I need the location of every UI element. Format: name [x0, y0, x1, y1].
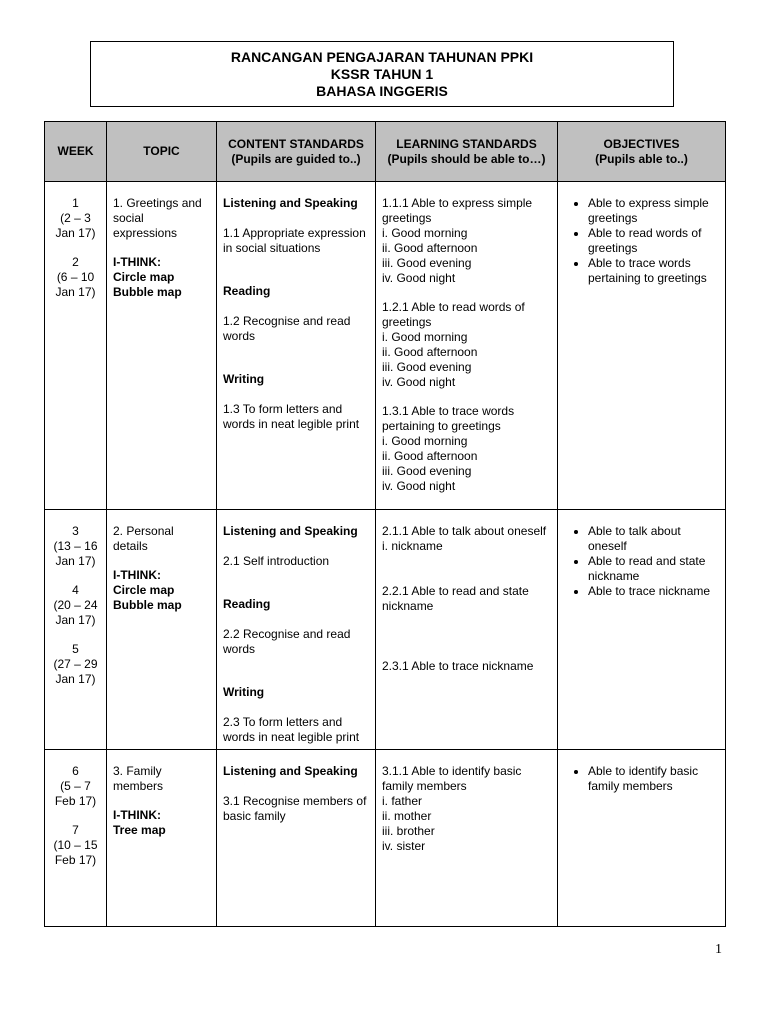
objective-item: • Able to read and state nickname: [588, 554, 719, 584]
header-content-sublabel: (Pupils are guided to..): [231, 151, 361, 166]
ithink-label: I-THINK:: [113, 808, 161, 822]
learning-standard-title: 1.1.1 Able to express simple greetings: [382, 196, 533, 225]
document-title-box: [90, 41, 674, 107]
title-line-1: RANCANGAN PENGAJARAN TAHUNAN PPKI: [230, 49, 534, 65]
content-standard-text: 1.1 Appropriate expression in social situations: [223, 226, 366, 255]
content-standards-cell: [217, 510, 376, 750]
week-number: 4: [72, 583, 79, 597]
topic-cell: [107, 750, 217, 927]
header-content-label: CONTENT STANDARDS: [228, 136, 364, 151]
week-number: 3: [72, 524, 79, 538]
title-line-2: KSSR TAHUN 1: [330, 66, 434, 82]
content-standard-text: 3.1 Recognise members of basic family: [223, 794, 367, 823]
objective-item: • Able to trace nickname: [588, 584, 719, 599]
learning-standard-item: iv. Good night: [382, 375, 456, 389]
week-entry: [47, 583, 104, 628]
learning-standard-block: [382, 584, 551, 614]
week-number: 7: [72, 823, 79, 837]
objectives-cell: [558, 750, 726, 927]
objective-item: • Able to express simple greetings: [588, 196, 719, 226]
content-standard-text: 2.3 To form letters and words in neat legible print: [223, 715, 360, 744]
objectives-list: [564, 764, 719, 794]
week-number: 5: [72, 642, 79, 656]
objectives-cell: [558, 182, 726, 510]
learning-standard-block: [382, 404, 551, 494]
week-cell: [45, 750, 107, 927]
content-skill-heading: Listening and Speaking: [223, 524, 358, 538]
objectives-list: [564, 196, 719, 286]
learning-standard-item: iii. Good evening: [382, 256, 472, 270]
week-dates: (13 – 16: [53, 539, 98, 553]
learning-standard-block: [382, 764, 551, 854]
table-row: [45, 182, 726, 510]
learning-standards-cell: [376, 750, 558, 927]
learning-standard-item: ii. Good afternoon: [382, 345, 478, 359]
ithink-label: I-THINK:: [113, 255, 161, 269]
ithink-map: Tree map: [113, 823, 166, 837]
week-entry: [47, 255, 104, 300]
header-objectives-sublabel: (Pupils able to..): [595, 151, 688, 166]
objective-item: • Able to identify basic family members: [588, 764, 719, 794]
objective-item: • Able to talk about oneself: [588, 524, 719, 554]
week-cell: [45, 510, 107, 750]
learning-standard-title: 2.1.1 Able to talk about oneself: [382, 524, 547, 538]
objectives-cell: [558, 510, 726, 750]
topic-cell: [107, 510, 217, 750]
learning-standard-title: 2.2.1 Able to read and state nickname: [382, 584, 529, 613]
content-standards-cell: [217, 182, 376, 510]
topic-title: 3. Family members: [113, 764, 164, 793]
learning-standard-block: [382, 524, 551, 554]
ithink-label: I-THINK:: [113, 568, 161, 582]
content-standard-text: 2.2 Recognise and read words: [223, 627, 351, 656]
content-standards-cell: [217, 750, 376, 927]
learning-standard-item: ii. Good afternoon: [382, 241, 478, 255]
header-learning-standards: [376, 122, 558, 182]
learning-standard-item: iv. Good night: [382, 479, 456, 493]
week-number: 6: [72, 764, 79, 778]
learning-standard-item: ii. Good afternoon: [382, 449, 478, 463]
content-skill-heading: Listening and Speaking: [223, 196, 358, 210]
week-dates: Feb 17): [54, 853, 97, 867]
content-standard-text: 2.1 Self introduction: [223, 554, 330, 568]
topic-title: 2. Personal details: [113, 524, 174, 553]
week-dates: (10 – 15: [53, 838, 98, 852]
header-content-standards: [217, 122, 376, 182]
learning-standard-item: ii. mother: [382, 809, 432, 823]
learning-standard-title: 3.1.1 Able to identify basic family members: [382, 764, 522, 793]
learning-standard-item: iv. sister: [382, 839, 426, 853]
week-cell: [45, 182, 107, 510]
week-dates: Jan 17): [55, 613, 96, 627]
content-skill-heading: Listening and Speaking: [223, 764, 358, 778]
week-dates: Jan 17): [55, 285, 96, 299]
ithink-map: Bubble map: [113, 598, 182, 612]
week-entry: [47, 196, 104, 241]
content-skill-heading: Reading: [223, 597, 271, 611]
week-dates: Jan 17): [55, 554, 96, 568]
week-number: 2: [72, 255, 79, 269]
ithink-map: Circle map: [113, 270, 175, 284]
learning-standard-block: [382, 659, 551, 674]
week-dates: (2 – 3: [60, 211, 91, 225]
learning-standard-title: 1.2.1 Able to read words of greetings: [382, 300, 525, 329]
ithink-map: Bubble map: [113, 285, 182, 299]
week-entry: [47, 642, 104, 687]
table-header-row: [45, 122, 726, 182]
week-dates: (5 – 7: [60, 779, 91, 793]
week-entry: [47, 823, 104, 868]
learning-standards-cell: [376, 182, 558, 510]
objective-item: • Able to trace words pertaining to greetings: [588, 256, 719, 286]
learning-standard-item: i. father: [382, 794, 423, 808]
header-objectives-label: OBJECTIVES: [603, 136, 680, 151]
content-skill-heading: Reading: [223, 284, 271, 298]
learning-standard-item: iii. brother: [382, 824, 435, 838]
content-standard-text: 1.3 To form letters and words in neat legible print: [223, 402, 360, 431]
table-row: [45, 510, 726, 750]
content-skill-heading: Writing: [223, 685, 265, 699]
title-line-3: BAHASA INGGERIS: [316, 83, 448, 99]
learning-standard-block: [382, 196, 551, 286]
week-number: 1: [72, 196, 79, 210]
week-dates: Feb 17): [54, 794, 97, 808]
table-row: [45, 750, 726, 927]
header-topic: [107, 122, 217, 182]
learning-standard-item: iii. Good evening: [382, 360, 472, 374]
learning-standard-item: i. Good morning: [382, 330, 468, 344]
week-dates: (6 – 10: [56, 270, 95, 284]
learning-standard-item: i. Good morning: [382, 434, 468, 448]
header-learning-label: LEARNING STANDARDS: [396, 136, 537, 151]
learning-standards-cell: [376, 510, 558, 750]
week-entry: [47, 764, 104, 809]
content-skill-heading: Writing: [223, 372, 265, 386]
week-dates: (27 – 29: [53, 657, 98, 671]
week-entry: [47, 524, 104, 569]
header-objectives: [558, 122, 726, 182]
week-dates: Jan 17): [55, 226, 96, 240]
header-learning-sublabel: (Pupils should be able to…): [387, 151, 546, 166]
week-dates: (20 – 24: [53, 598, 98, 612]
learning-standard-title: 1.3.1 Able to trace words pertaining to greetings: [382, 404, 515, 433]
topic-title: 1. Greetings and social expressions: [113, 196, 202, 240]
yearly-plan-table: [44, 121, 726, 927]
ithink-map: Circle map: [113, 583, 175, 597]
content-standard-text: 1.2 Recognise and read words: [223, 314, 351, 343]
learning-standard-item: iii. Good evening: [382, 464, 472, 478]
learning-standard-item: i. nickname: [382, 539, 443, 553]
objectives-list: [564, 524, 719, 599]
header-week-label: WEEK: [57, 144, 94, 158]
header-topic-label: TOPIC: [143, 144, 180, 158]
page-number: 1: [715, 942, 722, 957]
topic-cell: [107, 182, 217, 510]
learning-standard-item: i. Good morning: [382, 226, 468, 240]
learning-standard-block: [382, 300, 551, 390]
learning-standard-title: 2.3.1 Able to trace nickname: [382, 659, 534, 673]
header-week: [45, 122, 107, 182]
objective-item: • Able to read words of greetings: [588, 226, 719, 256]
learning-standard-item: iv. Good night: [382, 271, 456, 285]
week-dates: Jan 17): [55, 672, 96, 686]
